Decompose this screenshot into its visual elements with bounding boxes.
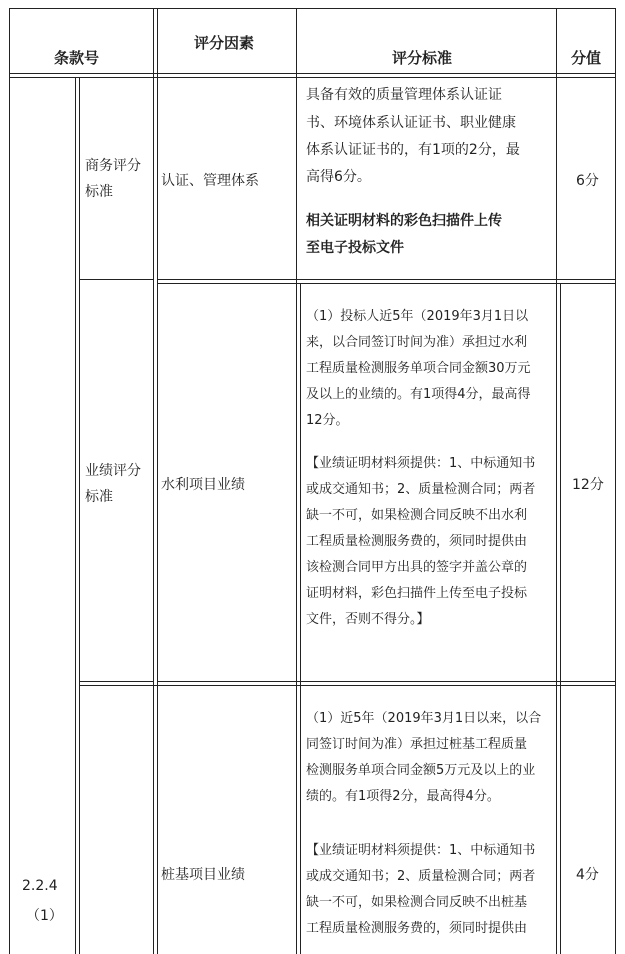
header-score: 分值 — [571, 49, 602, 67]
criteria-text: 检测服务单项合同金额5万元及以上的业 — [306, 763, 536, 778]
grid-line — [9, 73, 616, 74]
grid-line — [79, 685, 616, 686]
grid-line — [556, 8, 557, 954]
grid-line — [157, 279, 616, 280]
criteria-text: 12分。 — [306, 413, 349, 428]
criteria-text: （1）近5年（2019年3月1日以来，以合 — [306, 711, 542, 726]
criteria-requirement: 至电子投标文件 — [306, 240, 404, 256]
grid-line — [157, 283, 616, 284]
criteria-requirement: 相关证明材料的彩色扫描件上传 — [306, 213, 502, 229]
category-label: 标准 — [85, 184, 113, 200]
grid-line — [296, 8, 297, 954]
criteria-note: 工程质量检测服务费的，须同时提供由 — [306, 534, 528, 549]
scoring-factor: 水利项目业绩 — [161, 477, 245, 493]
grid-line — [157, 681, 616, 682]
criteria-text: 同签订时间为准）承担过桩基工程质量 — [306, 737, 528, 752]
score-value: 4分 — [576, 867, 599, 883]
criteria-note: 或成交通知书；2、质量检测合同；两者 — [306, 482, 536, 497]
criteria-note: 缺一不可，如果检测合同反映不出桩基 — [306, 895, 528, 910]
grid-line — [153, 8, 154, 954]
category-label: 商务评分 — [85, 158, 141, 174]
grid-line — [75, 77, 76, 954]
clause-number-sub: （1） — [26, 908, 63, 924]
grid-line — [615, 8, 616, 954]
grid-line — [9, 8, 616, 9]
grid-line — [560, 283, 561, 954]
category-label: 业绩评分 — [85, 463, 141, 479]
criteria-note: 【业绩证明材料须提供：1、中标通知书 — [306, 843, 536, 858]
criteria-note: 或成交通知书；2、质量检测合同；两者 — [306, 869, 536, 884]
criteria-text: 来，以合同签订时间为准）承担过水利 — [306, 335, 528, 350]
criteria-note: 缺一不可，如果检测合同反映不出水利 — [306, 508, 528, 523]
grid-line — [9, 8, 10, 954]
grid-line — [79, 77, 80, 954]
grid-line — [79, 681, 153, 682]
header-scoring-factor: 评分因素 — [194, 34, 255, 52]
grid-line — [9, 77, 616, 78]
criteria-text: 绩的。有1项得2分，最高得4分。 — [306, 789, 500, 804]
grid-line — [79, 279, 153, 280]
criteria-text: 体系认证证书的，有1项的2分，最 — [306, 142, 520, 158]
category-label: 标准 — [85, 489, 113, 505]
clause-number: 2.2.4 — [22, 878, 58, 894]
criteria-note: 【业绩证明材料须提供：1、中标通知书 — [306, 456, 536, 471]
criteria-text: 工程质量检测服务单项合同金额30万元 — [306, 361, 531, 376]
grid-line — [157, 8, 158, 954]
criteria-note: 证明材料，彩色扫描件上传至电子投标 — [306, 586, 528, 601]
criteria-text: 及以上的业绩的。有1项得4分，最高得 — [306, 387, 531, 402]
criteria-note: 工程质量检测服务费的，须同时提供由 — [306, 921, 528, 936]
criteria-text: 高得6分。 — [306, 169, 371, 185]
criteria-text: （1）投标人近5年（2019年3月1日以 — [306, 309, 529, 324]
criteria-note: 文件，否则不得分。】 — [306, 612, 430, 627]
criteria-note: 该检测合同甲方出具的签字并盖公章的 — [306, 560, 528, 575]
header-scoring-criteria: 评分标准 — [392, 49, 453, 67]
score-value: 6分 — [576, 173, 599, 189]
score-value: 12分 — [572, 477, 604, 493]
criteria-text: 书、环境体系认证证书、职业健康 — [306, 115, 516, 131]
grid-line — [300, 283, 301, 954]
scoring-factor: 认证、管理体系 — [161, 173, 259, 189]
criteria-text: 具备有效的质量管理体系认证证 — [306, 87, 502, 103]
scoring-factor: 桩基项目业绩 — [161, 867, 245, 883]
header-clause-no: 条款号 — [54, 49, 100, 67]
